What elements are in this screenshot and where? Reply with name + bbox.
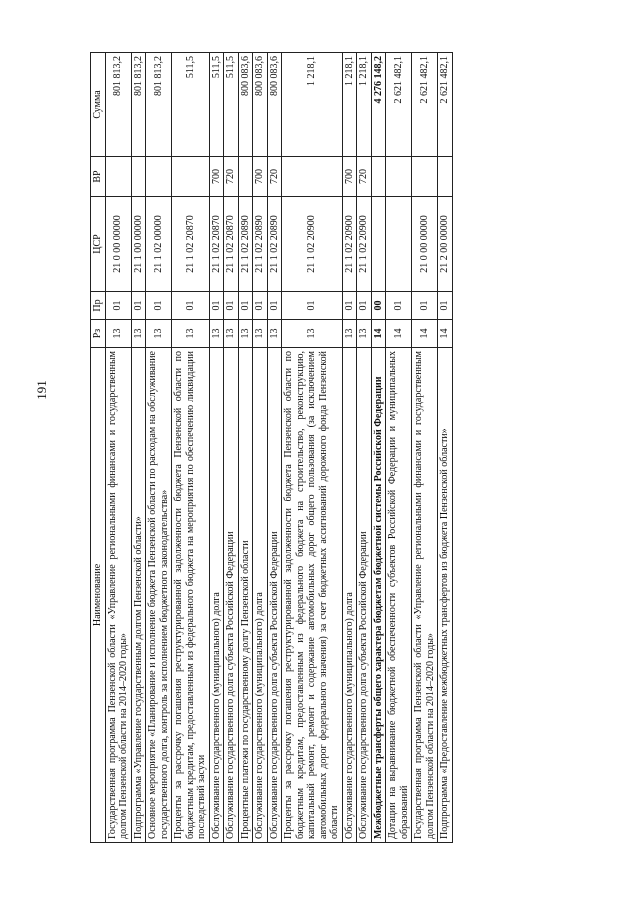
cell-csr: 21 1 02 20870: [209, 197, 224, 292]
cell-sum: 511,5: [224, 53, 239, 157]
header-vr: ВР: [91, 157, 106, 197]
cell-sum: 511,5: [209, 53, 224, 157]
table-row: [412, 53, 438, 843]
cell-csr: 21 1 02 20900: [282, 197, 343, 292]
cell-rz: 14: [371, 320, 386, 348]
cell-csr: 21 1 02 20900: [342, 197, 357, 292]
cell-name: Процентные платежи по государственному долгу Пензенской области: [238, 348, 253, 843]
cell-name: Основное мероприятие «Планирование и исполнение бюджета Пензенской области по расходам на обслуживание государственного долга, контроль за исполнением бюджетного законодательства»: [146, 348, 172, 843]
cell-pr: 01: [253, 292, 268, 320]
cell-csr: 21 1 02 20870: [224, 197, 239, 292]
cell-rz: 13: [131, 320, 146, 348]
cell-pr: 01: [267, 292, 282, 320]
cell-name: Дотации на выравнивание бюджетной обеспеченности субъектов Российской Федерации и муниципальных образований: [386, 348, 412, 843]
cell-csr: 21 1 02 00000: [146, 197, 172, 292]
cell-sum: 2 621 482,1: [386, 53, 412, 157]
cell-sum: 1 218,1: [342, 53, 357, 157]
cell-name: Подпрограмма «Управление государственным долгом Пензенской области»: [131, 348, 146, 843]
cell-vr: [146, 157, 172, 197]
cell-rz: 13: [172, 320, 210, 348]
cell-csr: 21 0 00 00000: [105, 197, 131, 292]
table-row: [209, 53, 224, 843]
cell-sum: 511,5: [172, 53, 210, 157]
cell-csr: 21 1 02 20870: [172, 197, 210, 292]
page-number: 191: [34, 380, 49, 400]
cell-csr: 21 1 02 20890: [267, 197, 282, 292]
cell-sum: 800 083,6: [238, 53, 253, 157]
cell-vr: [238, 157, 253, 197]
cell-rz: 13: [342, 320, 357, 348]
cell-rz: 14: [412, 320, 438, 348]
cell-rz: 13: [224, 320, 239, 348]
cell-sum: 2 621 482,1: [438, 53, 453, 157]
cell-vr: [282, 157, 343, 197]
cell-rz: 13: [253, 320, 268, 348]
cell-name: Государственная программа Пензенской области «Управление региональными финансами и государственным долгом Пензенской области на 2014–2020 годы»: [412, 348, 438, 843]
cell-rz: 14: [386, 320, 412, 348]
cell-csr: 21 2 00 00000: [438, 197, 453, 292]
cell-pr: 01: [105, 292, 131, 320]
table-row: [146, 53, 172, 843]
cell-name: Обслуживание государственного долга субъекта Российской Федерации: [357, 348, 372, 843]
cell-pr: 01: [342, 292, 357, 320]
cell-sum: 801 813,2: [105, 53, 131, 157]
header-sum: Сумма: [91, 53, 106, 157]
cell-pr: 01: [172, 292, 210, 320]
cell-csr: 21 0 00 00000: [412, 197, 438, 292]
table-row: [371, 53, 386, 843]
table-row: [267, 53, 282, 843]
cell-pr: 01: [238, 292, 253, 320]
cell-pr: 01: [386, 292, 412, 320]
header-rz: Рз: [91, 320, 106, 348]
budget-table: [90, 52, 453, 843]
cell-name: Обслуживание государственного (муниципального) долга: [253, 348, 268, 843]
cell-rz: 13: [357, 320, 372, 348]
cell-vr: 720: [224, 157, 239, 197]
cell-pr: 01: [224, 292, 239, 320]
cell-csr: 21 1 00 00000: [131, 197, 146, 292]
cell-rz: 13: [209, 320, 224, 348]
table-row: [105, 53, 131, 843]
cell-vr: [131, 157, 146, 197]
cell-pr: 01: [412, 292, 438, 320]
cell-pr: 00: [371, 292, 386, 320]
cell-name: Обслуживание государственного долга субъекта Российской Федерации: [267, 348, 282, 843]
rotated-page: [90, 53, 538, 843]
cell-rz: 13: [282, 320, 343, 348]
table-row: [386, 53, 412, 843]
cell-rz: 14: [438, 320, 453, 348]
cell-name: Проценты за рассрочку погашения реструктурированной задолженности бюджета Пензенской области по бюджетным кредитам, предоставленным из федерального бюджета на мероприятия по обеспечению ликвидации последствий засухи: [172, 348, 210, 843]
table-row: [342, 53, 357, 843]
table-row: [224, 53, 239, 843]
table-row: [238, 53, 253, 843]
cell-sum: 800 083,6: [253, 53, 268, 157]
table-row: [131, 53, 146, 843]
cell-sum: 801 813,2: [131, 53, 146, 157]
cell-name: Обслуживание государственного (муниципального) долга: [209, 348, 224, 843]
table-row: [172, 53, 210, 843]
cell-csr: 21 1 02 20890: [238, 197, 253, 292]
cell-pr: 01: [209, 292, 224, 320]
cell-vr: [371, 157, 386, 197]
cell-csr: [386, 197, 412, 292]
cell-name: Государственная программа Пензенской области «Управление региональными финансами и государственным долгом Пензенской области на 2014–2020 годы»: [105, 348, 131, 843]
cell-vr: 700: [209, 157, 224, 197]
cell-name: Обслуживание государственного (муниципального) долга: [342, 348, 357, 843]
cell-rz: 13: [105, 320, 131, 348]
cell-vr: 700: [342, 157, 357, 197]
cell-vr: [105, 157, 131, 197]
header-csr: ЦСР: [91, 197, 106, 292]
cell-vr: [438, 157, 453, 197]
cell-name: Межбюджетные трансферты общего характера бюджетам бюджетной системы Российской Федерации: [371, 348, 386, 843]
cell-pr: 01: [438, 292, 453, 320]
table-row: [357, 53, 372, 843]
header-row: [91, 53, 106, 843]
cell-vr: 720: [357, 157, 372, 197]
cell-name: Проценты за рассрочку погашения реструктурированной задолженности бюджета Пензенской области по бюджетным кредитам, предоставленным из федерального бюджета на строительство, реконструкцию, капитальный ремонт, ремонт и содержание автомобильных дорог общего пользования (за исключением автомобильных дорог федерального значения) за счет бюджетных ассигнований дорожного фонда Пензенской области: [282, 348, 343, 843]
cell-vr: 700: [253, 157, 268, 197]
cell-name: Подпрограмма «Предоставление межбюджетных трансфертов из бюджета Пензенской области»: [438, 348, 453, 843]
table-row: [253, 53, 268, 843]
cell-sum: 1 218,1: [282, 53, 343, 157]
cell-pr: 01: [131, 292, 146, 320]
cell-sum: 4 276 148,2: [371, 53, 386, 157]
cell-sum: 801 813,2: [146, 53, 172, 157]
cell-rz: 13: [146, 320, 172, 348]
cell-rz: 13: [238, 320, 253, 348]
table-body: [105, 53, 452, 843]
cell-sum: 1 218,1: [357, 53, 372, 157]
table-row: [438, 53, 453, 843]
table-row: [282, 53, 343, 843]
cell-csr: 21 1 02 20890: [253, 197, 268, 292]
cell-name: Обслуживание государственного долга субъекта Российской Федерации: [224, 348, 239, 843]
cell-vr: [412, 157, 438, 197]
cell-vr: 720: [267, 157, 282, 197]
cell-pr: 01: [146, 292, 172, 320]
cell-vr: [386, 157, 412, 197]
cell-rz: 13: [267, 320, 282, 348]
cell-pr: 01: [357, 292, 372, 320]
header-name: Наименование: [91, 348, 106, 843]
cell-sum: 800 083,6: [267, 53, 282, 157]
cell-csr: [371, 197, 386, 292]
cell-csr: 21 1 02 20900: [357, 197, 372, 292]
header-pr: Пр: [91, 292, 106, 320]
cell-sum: 2 621 482,1: [412, 53, 438, 157]
cell-vr: [172, 157, 210, 197]
cell-pr: 01: [282, 292, 343, 320]
